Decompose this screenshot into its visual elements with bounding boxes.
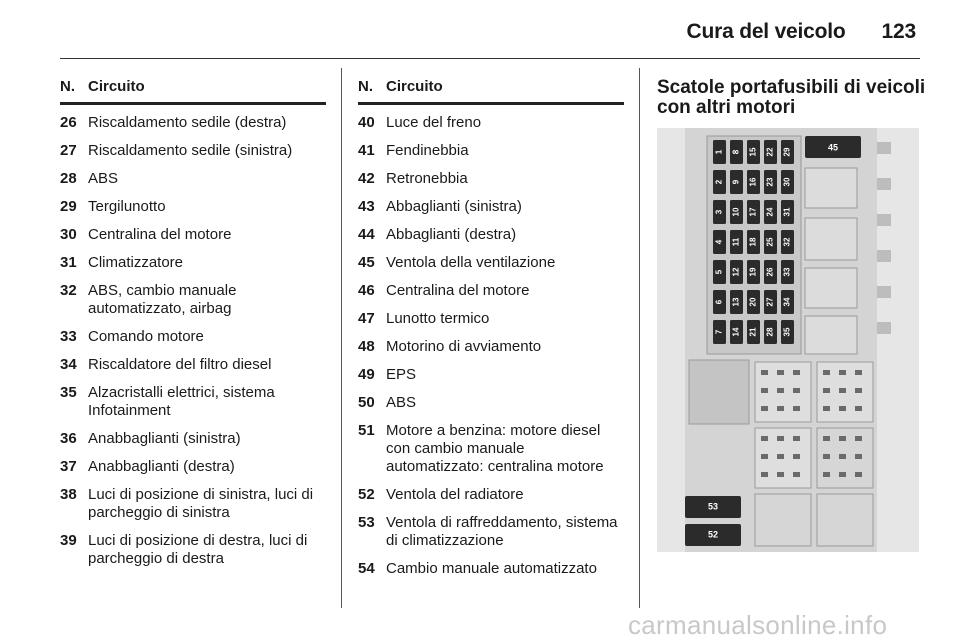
- table-row: [358, 366, 624, 384]
- circuit-description: Abbaglianti (sinistra): [386, 198, 522, 215]
- relay-socket: [755, 494, 811, 546]
- circuit-description: Anabbaglianti (destra): [88, 458, 235, 475]
- relay-pin: [793, 436, 800, 441]
- circuit-description: Ventola di raffreddamento, sistema di climatizzazione: [386, 514, 618, 549]
- header-rule: [60, 58, 920, 59]
- table-row: [60, 170, 326, 188]
- fuse-large: [805, 136, 861, 158]
- fuse: [730, 320, 743, 344]
- fuse-label: 29: [782, 147, 792, 157]
- fuse-number: 41: [358, 142, 375, 159]
- fuse: [713, 320, 726, 344]
- fuse-number: 42: [358, 170, 375, 187]
- circuit-description: EPS: [386, 366, 417, 383]
- fuse: [781, 260, 794, 284]
- relay-pin: [793, 388, 800, 393]
- fuse: [713, 260, 726, 284]
- fuse-number: 32: [60, 282, 77, 299]
- table-row: [358, 394, 624, 412]
- relay-pin: [777, 472, 784, 477]
- fuse-label: 23: [765, 177, 775, 187]
- page-number: 123: [881, 20, 916, 43]
- table-row: [358, 310, 624, 328]
- relay-pin: [839, 370, 846, 375]
- page-header: [687, 20, 916, 44]
- relay-pin: [793, 454, 800, 459]
- fuse-number: 27: [60, 142, 77, 159]
- fuse: [781, 320, 794, 344]
- fuse-number: 35: [60, 384, 77, 401]
- relay-slot: [805, 168, 857, 208]
- circuit-description: Cambio manuale automatizzato: [386, 560, 597, 577]
- col-circuit-header: Circuito: [88, 78, 145, 95]
- edge-clip: [877, 214, 891, 226]
- relay-pin: [823, 370, 830, 375]
- table-row: [358, 198, 624, 216]
- table-row: [60, 486, 326, 522]
- fuse-number: 50: [358, 394, 375, 411]
- table-row: [60, 532, 326, 568]
- fuse: [764, 140, 777, 164]
- fusebox-diagram: [657, 128, 919, 552]
- fuse-label: 35: [782, 327, 792, 337]
- table-row: [358, 514, 624, 550]
- circuit-description: Luci di posizione di sinistra, luci di parcheggio di sinistra: [88, 486, 314, 521]
- fuse-label: 22: [765, 147, 775, 157]
- circuit-description: ABS: [386, 394, 417, 411]
- fuse-label: 14: [731, 327, 741, 337]
- table-row: [358, 226, 624, 244]
- fuse-label: 1: [714, 149, 724, 155]
- fuse-number: 37: [60, 458, 77, 475]
- fuse-label: 45: [827, 142, 839, 153]
- fuse: [713, 290, 726, 314]
- fuse: [781, 290, 794, 314]
- fuse-number: 28: [60, 170, 77, 187]
- edge-clip: [877, 178, 891, 190]
- fuse-number: 38: [60, 486, 77, 503]
- section-title-header: Cura del veicolo: [686, 20, 846, 43]
- fuse-number: 46: [358, 282, 375, 299]
- fuse: [747, 200, 760, 224]
- edge-clip: [877, 142, 891, 154]
- table-row: [358, 170, 624, 188]
- relay-slot: [805, 268, 857, 308]
- fuse: [730, 170, 743, 194]
- relay-pin: [793, 406, 800, 411]
- fuse-number: 52: [358, 486, 375, 503]
- relay-pin: [839, 406, 846, 411]
- circuit-description: Alzacristalli elettrici, sistema Infotainment: [88, 384, 275, 419]
- circuit-description: Centralina del motore: [386, 282, 530, 299]
- edge-clip: [877, 286, 891, 298]
- fuse-label: 20: [748, 297, 758, 307]
- circuit-description: Anabbaglianti (sinistra): [88, 430, 241, 447]
- fuse-number: 31: [60, 254, 77, 271]
- fuse-label: 9: [731, 179, 741, 185]
- relay-pin: [839, 454, 846, 459]
- fuse-number: 49: [358, 366, 375, 383]
- fuse-label: 31: [782, 207, 792, 217]
- relay-pin: [855, 370, 862, 375]
- fuse-table-right: [358, 78, 624, 588]
- table-row: [60, 254, 326, 272]
- relay-pin: [823, 472, 830, 477]
- table-row: [60, 142, 326, 160]
- circuit-description: Fendinebbia: [386, 142, 469, 159]
- circuit-description: Luce del freno: [386, 114, 482, 131]
- circuit-description: Ventola della ventilazione: [386, 254, 556, 271]
- fuse: [747, 140, 760, 164]
- edge-clip: [877, 322, 891, 334]
- relay-pin: [839, 388, 846, 393]
- relay-pin: [777, 406, 784, 411]
- relay-pin: [855, 472, 862, 477]
- circuit-description: Riscaldamento sedile (sinistra): [88, 142, 293, 159]
- relay-pin: [823, 388, 830, 393]
- fuse: [747, 230, 760, 254]
- fuse: [713, 200, 726, 224]
- relay-pin: [855, 406, 862, 411]
- circuit-description: Retronebbia: [386, 170, 468, 187]
- table-header: [60, 78, 326, 105]
- fuse-label: 6: [714, 299, 724, 305]
- relay-pin: [823, 406, 830, 411]
- fuse: [747, 320, 760, 344]
- fuse: [764, 230, 777, 254]
- circuit-description: ABS, cambio manuale automatizzato, airbag: [88, 282, 237, 317]
- circuit-description: Riscaldamento sedile (destra): [88, 114, 287, 131]
- fuse-large: [685, 524, 741, 546]
- fuse: [713, 170, 726, 194]
- relay-pin: [761, 454, 768, 459]
- relay-pin: [777, 388, 784, 393]
- circuit-description: Climatizzatore: [88, 254, 184, 271]
- relay-slot: [805, 316, 857, 354]
- table-row: [60, 458, 326, 476]
- fuse-number: 45: [358, 254, 375, 271]
- table-row: [60, 114, 326, 132]
- relay-pin: [855, 436, 862, 441]
- watermark: carmanualsonline.info: [628, 610, 888, 640]
- fuse-number: 34: [60, 356, 77, 373]
- table-row: [358, 560, 624, 578]
- table-row: [60, 328, 326, 346]
- table-row: [60, 356, 326, 374]
- relay-pin: [777, 370, 784, 375]
- fuse-label: 8: [731, 149, 741, 155]
- table-row: [60, 198, 326, 216]
- circuit-description: Ventola del radiatore: [386, 486, 524, 503]
- fuse-number: 36: [60, 430, 77, 447]
- table-row: [60, 282, 326, 318]
- table-row: [358, 254, 624, 272]
- section-heading: Scatole portafusibili di veicoli con altri motori: [657, 77, 926, 118]
- fuse: [730, 230, 743, 254]
- circuit-description: Motore a benzina: motore diesel con cambio manuale automatizzato: centralina motore: [386, 422, 604, 475]
- fuse: [764, 320, 777, 344]
- circuit-description: ABS: [88, 170, 119, 187]
- fuse: [781, 230, 794, 254]
- relay-pin: [839, 472, 846, 477]
- fuse: [730, 140, 743, 164]
- fuse-number: 39: [60, 532, 77, 549]
- fuse-label: 21: [748, 327, 758, 337]
- fuse-label: 26: [765, 267, 775, 277]
- fuse-number: 30: [60, 226, 77, 243]
- fuse-label: 27: [765, 297, 775, 307]
- fuse-number: 47: [358, 310, 375, 327]
- col-circuit-header: Circuito: [386, 78, 443, 95]
- fuse-number: 48: [358, 338, 375, 355]
- fuse: [747, 260, 760, 284]
- table-row: [358, 338, 624, 356]
- relay-pin: [823, 436, 830, 441]
- circuit-description: Tergilunotto: [88, 198, 166, 215]
- relay-socket: [817, 494, 873, 546]
- col-number-header: N.: [358, 78, 373, 95]
- fuse: [764, 290, 777, 314]
- fuse-label: 53: [707, 501, 719, 512]
- fuse: [781, 200, 794, 224]
- table-row: [358, 114, 624, 132]
- fuse-label: 12: [731, 267, 741, 277]
- fuse: [747, 170, 760, 194]
- fuse-label: 4: [714, 239, 724, 245]
- circuit-description: Luci di posizione di destra, luci di parcheggio di destra: [88, 532, 308, 567]
- fuse: [730, 260, 743, 284]
- fuse: [764, 200, 777, 224]
- relay-pin: [855, 388, 862, 393]
- relay-pin: [761, 406, 768, 411]
- column-divider-1: [341, 68, 342, 608]
- relay-pin: [855, 454, 862, 459]
- fuse-number: 51: [358, 422, 375, 439]
- relay-slot: [805, 218, 857, 260]
- relay-pin: [777, 436, 784, 441]
- fuse-number: 40: [358, 114, 375, 131]
- fuse-label: 33: [782, 267, 792, 277]
- table-row: [60, 430, 326, 448]
- fuse-label: 15: [748, 147, 758, 157]
- table-row: [358, 422, 624, 476]
- table-row: [358, 282, 624, 300]
- fuse: [764, 170, 777, 194]
- fuse-label: 30: [782, 177, 792, 187]
- fuse: [747, 290, 760, 314]
- fuse-label: 10: [731, 207, 741, 217]
- fuse-label: 13: [731, 297, 741, 307]
- fuse-label: 28: [765, 327, 775, 337]
- fuse-label: 32: [782, 237, 792, 247]
- connector: [689, 360, 749, 424]
- fuse-table-left: [60, 78, 326, 578]
- relay-pin: [793, 370, 800, 375]
- circuit-description: Riscaldatore del filtro diesel: [88, 356, 272, 373]
- relay-pin: [761, 436, 768, 441]
- circuit-description: Motorino di avviamento: [386, 338, 542, 355]
- fuse-label: 52: [707, 529, 719, 540]
- fuse: [730, 200, 743, 224]
- circuit-description: Abbaglianti (destra): [386, 226, 517, 243]
- table-row: [60, 384, 326, 420]
- fuse-number: 43: [358, 198, 375, 215]
- relay-pin: [761, 472, 768, 477]
- fuse-label: 34: [782, 297, 792, 307]
- fuse-number: 53: [358, 514, 375, 531]
- table-row: [358, 142, 624, 160]
- fuse-label: 7: [714, 329, 724, 335]
- circuit-description: Comando motore: [88, 328, 204, 345]
- fuse-number: 26: [60, 114, 77, 131]
- column-divider-2: [639, 68, 640, 608]
- fuse-label: 16: [748, 177, 758, 187]
- fuse-label: 3: [714, 209, 724, 215]
- fuse-label: 2: [714, 179, 724, 185]
- fuse-label: 19: [748, 267, 758, 277]
- fuse: [713, 140, 726, 164]
- table-row: [358, 486, 624, 504]
- fuse: [713, 230, 726, 254]
- relay-pin: [761, 388, 768, 393]
- fuse-large: [685, 496, 741, 518]
- relay-pin: [839, 436, 846, 441]
- table-header: [358, 78, 624, 105]
- fuse: [781, 170, 794, 194]
- edge-clip: [877, 250, 891, 262]
- fuse: [730, 290, 743, 314]
- fuse-label: 5: [714, 269, 724, 275]
- fuse-number: 44: [358, 226, 375, 243]
- fuse-label: 17: [748, 207, 758, 217]
- fuse-label: 18: [748, 237, 758, 247]
- fuse-number: 33: [60, 328, 77, 345]
- fuse-number: 54: [358, 560, 375, 577]
- table-row: [60, 226, 326, 244]
- fuse-label: 11: [731, 237, 741, 247]
- relay-pin: [777, 454, 784, 459]
- relay-pin: [823, 454, 830, 459]
- fuse: [764, 260, 777, 284]
- fuse-label: 25: [765, 237, 775, 247]
- circuit-description: Centralina del motore: [88, 226, 232, 243]
- fuse-number: 29: [60, 198, 77, 215]
- fuse-label: 24: [765, 207, 775, 217]
- fuse: [781, 140, 794, 164]
- relay-pin: [793, 472, 800, 477]
- circuit-description: Lunotto termico: [386, 310, 490, 327]
- col-number-header: N.: [60, 78, 75, 95]
- relay-pin: [761, 370, 768, 375]
